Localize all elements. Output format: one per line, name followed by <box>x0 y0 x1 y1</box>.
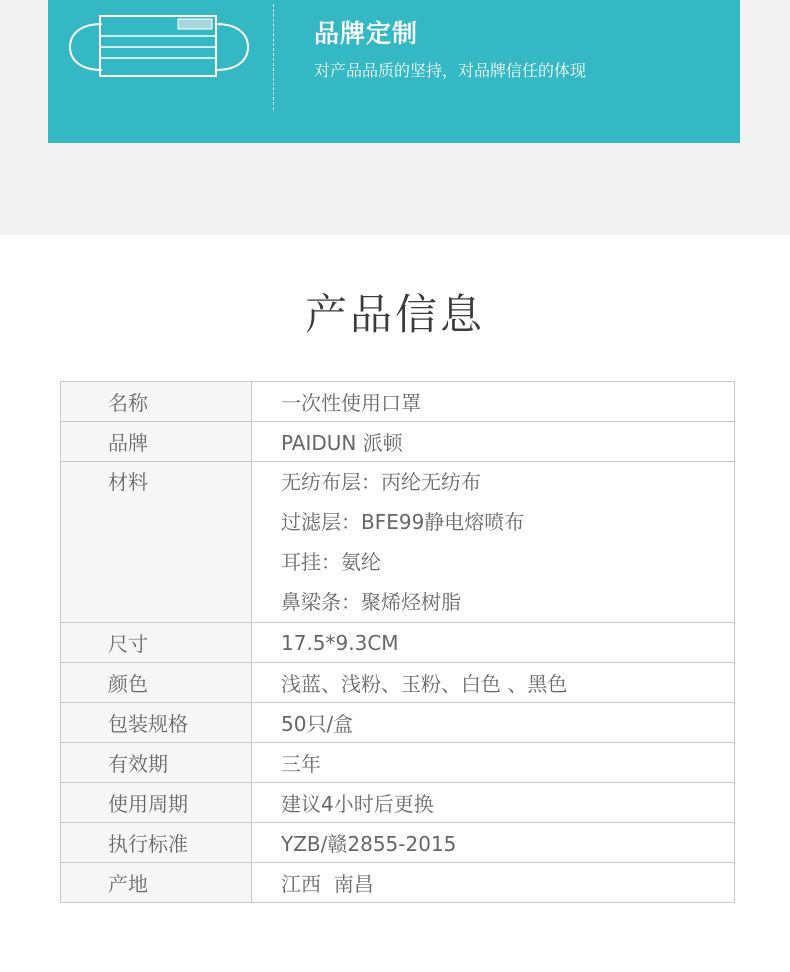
section-title: 产品信息 <box>304 290 485 339</box>
banner-subtitle: 对产品品质的坚持，对品牌信任的体现 <box>314 61 587 80</box>
banner-divider <box>273 4 274 110</box>
row-value: 浅蓝、浅粉、玉粉、白色 、黑色 <box>252 663 735 703</box>
row-value: PAIDUN 派顿 <box>252 422 735 462</box>
row-label: 有效期 <box>61 743 252 783</box>
material-line: 耳挂：氨纶 <box>281 550 381 574</box>
row-value: 江西 南昌 <box>252 863 735 903</box>
table-row <box>61 663 735 703</box>
brand-banner <box>48 0 740 143</box>
table-row <box>61 743 735 783</box>
row-label: 执行标准 <box>61 823 252 863</box>
face-mask-icon <box>68 14 250 80</box>
table-row <box>61 422 735 462</box>
row-value: 建议4小时后更换 <box>252 783 735 823</box>
row-label: 品牌 <box>61 422 252 462</box>
row-label <box>61 462 252 623</box>
row-value: 三年 <box>252 743 735 783</box>
table-row <box>61 623 735 663</box>
banner-title: 品牌定制 <box>314 19 419 48</box>
row-label: 使用周期 <box>61 783 252 823</box>
row-value: YZB/赣2855-2015 <box>252 823 735 863</box>
table-row <box>61 863 735 903</box>
row-label: 尺寸 <box>61 623 252 663</box>
table-row <box>61 382 735 422</box>
material-line: 无纺布层：丙纶无纺布 <box>281 470 481 494</box>
row-value: 17.5*9.3CM <box>252 623 735 663</box>
row-value: 一次性使用口罩 <box>252 382 735 422</box>
row-value: 50只/盒 <box>252 703 735 743</box>
row-label: 包装规格 <box>61 703 252 743</box>
row-label: 名称 <box>61 382 252 422</box>
row-label: 产地 <box>61 863 252 903</box>
table-row <box>61 703 735 743</box>
material-line: 鼻梁条：聚烯烃树脂 <box>281 590 461 614</box>
table-row <box>61 823 735 863</box>
row-value <box>252 462 735 623</box>
top-section <box>0 0 790 235</box>
table-row <box>61 783 735 823</box>
row-label-text: 材料 <box>108 470 148 494</box>
product-info-table <box>60 381 735 903</box>
table-row <box>61 462 735 623</box>
row-label: 颜色 <box>61 663 252 703</box>
material-line: 过滤层：BFE99静电熔喷布 <box>281 510 525 534</box>
